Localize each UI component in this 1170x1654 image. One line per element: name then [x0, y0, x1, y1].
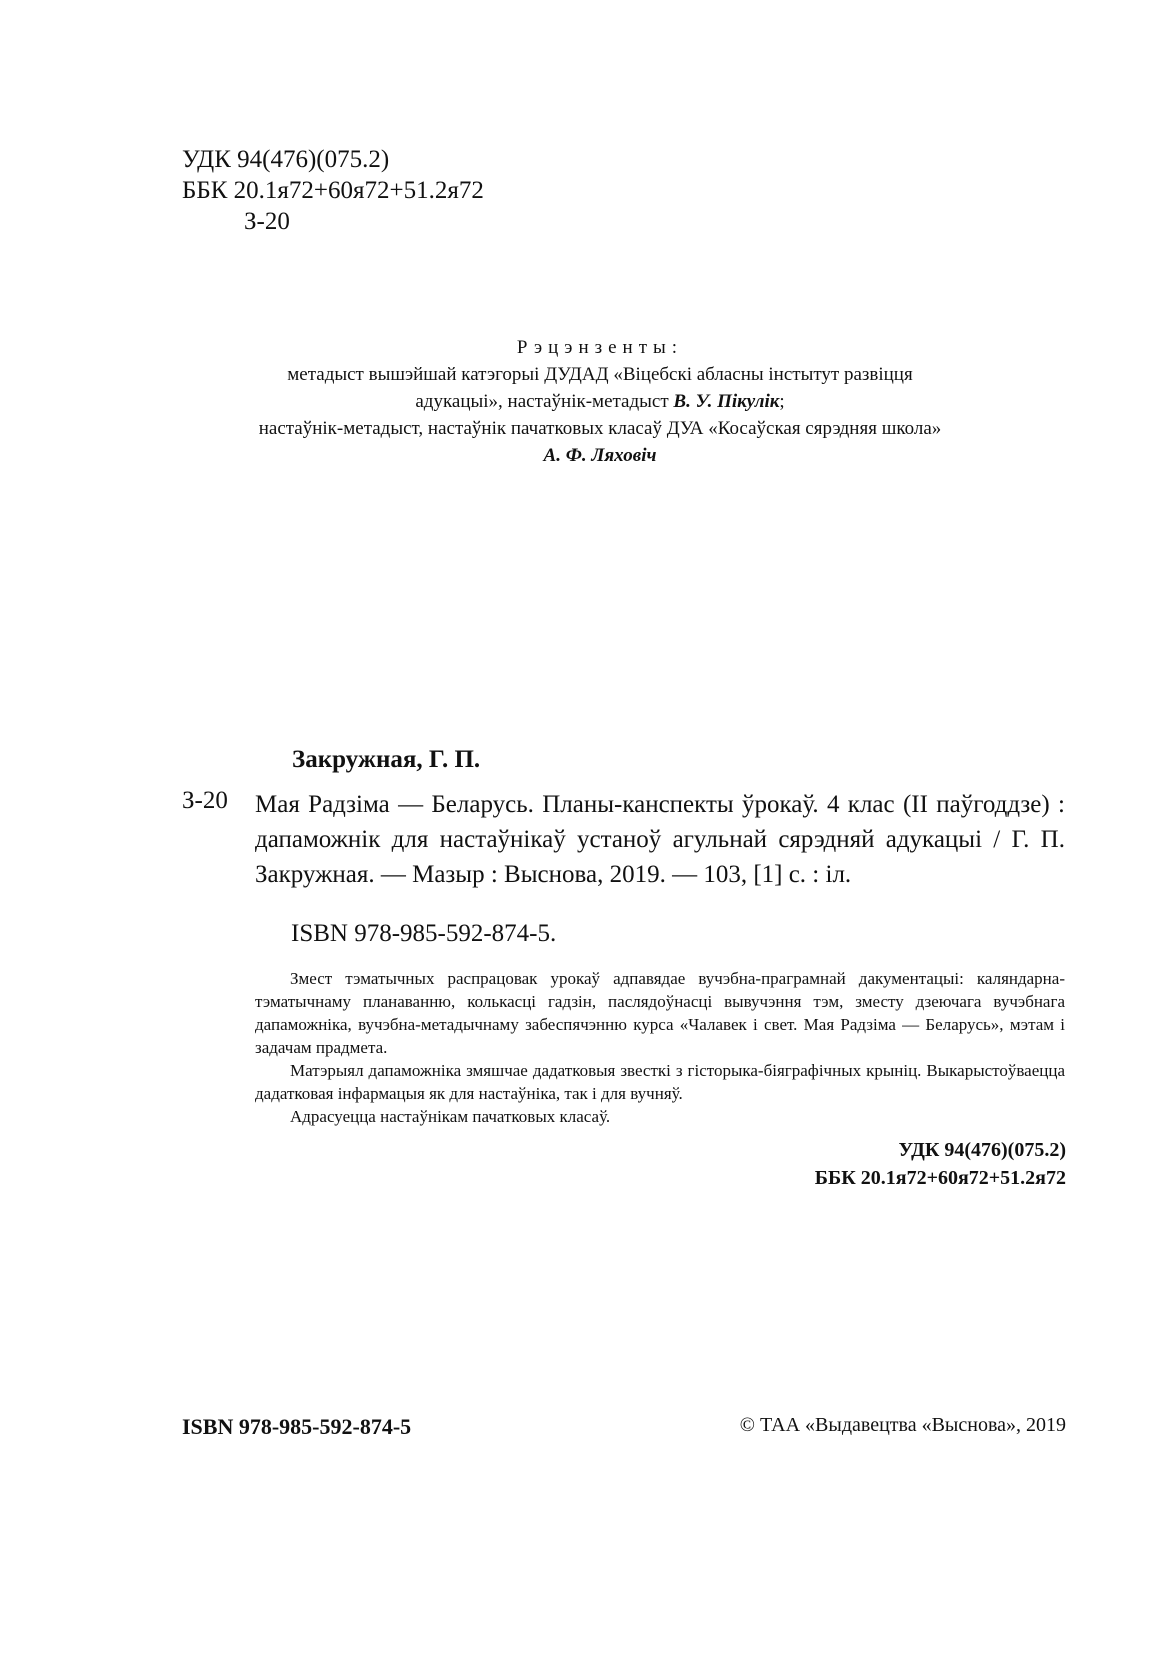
annotation-paragraph-2: Матэрыял дапаможніка змяшчае дадатковыя звесткі з гісторыка-біяграфічных крыніц. Выкарыстоўваецца дадатковая інфармацыя як для настаўніка, так і для вучняў.: [255, 1061, 1065, 1103]
reviewer-line-2-text: адукацыі», настаўнік-метадыст: [415, 391, 674, 412]
author-mark: З-20: [244, 208, 290, 235]
reviewers-heading: Рэцэнзенты:: [516, 337, 684, 358]
reviewer-line-2: [150, 388, 1050, 415]
bbk-code: ББК 20.1я72+60я72+51.2я72: [182, 177, 484, 204]
record-code: З-20: [182, 787, 228, 814]
record-isbn: ISBN 978-985-592-874-5.: [291, 920, 557, 947]
record-description: Мая Радзіма — Беларусь. Планы-канспекты ўрокаў. 4 клас (ІІ паўгоддзе) : дапаможнік для настаўнікаў устаноў агульнай сярэдняй адукацыі / Г. П. Закружная. — Мазыр : Выснова, 2019. — 103, [1] с. : іл.: [255, 791, 1065, 888]
footer-isbn: ISBN 978-985-592-874-5: [182, 1414, 412, 1439]
annotation: [255, 967, 1065, 1128]
reviewer-name-1: В. У. Пікулік: [673, 391, 780, 412]
reviewer-line-2-end: ;: [779, 391, 785, 412]
udk-code-bottom: УДК 94(476)(075.2): [898, 1139, 1066, 1161]
annotation-paragraph-3: Адрасуецца настаўнікам пачатковых класаў.: [290, 1107, 611, 1126]
reviewer-line-1: метадыст вышэйшай катэгорыі ДУДАД «Віцебскі абласны інстытут развіцця: [287, 364, 913, 385]
udk-code: УДК 94(476)(075.2): [182, 146, 390, 173]
reviewer-name-2: А. Ф. Ляховіч: [543, 445, 657, 466]
classification-top: [182, 144, 484, 237]
reviewers-block: [150, 334, 1050, 469]
record-author: Закружная, Г. П.: [292, 746, 481, 773]
classification-bottom: [815, 1136, 1066, 1192]
footer-copyright: © ТАА «Выдавецтва «Выснова», 2019: [739, 1414, 1066, 1436]
annotation-paragraph-1: Змест тэматычных распрацовак урокаў адпавядае вучэбна-праграмнай дакументацыі: каляндарна-тэматычнаму планаванню, колькасці гадзін, паслядоўнасці вывучэння тэм, зместу дзеючага вучэбнага дапаможніка, вучэбна-метадычнаму забеспячэнню курса «Чалавек і свет. Мая Радзіма — Беларусь», мэтам і задачам прадмета.: [255, 969, 1065, 1057]
reviewer-line-3: настаўнік-метадыст, настаўнік пачатковых класаў ДУА «Косаўская сярэдняя школа»: [258, 418, 942, 439]
bbk-code-bottom: ББК 20.1я72+60я72+51.2я72: [814, 1167, 1066, 1189]
